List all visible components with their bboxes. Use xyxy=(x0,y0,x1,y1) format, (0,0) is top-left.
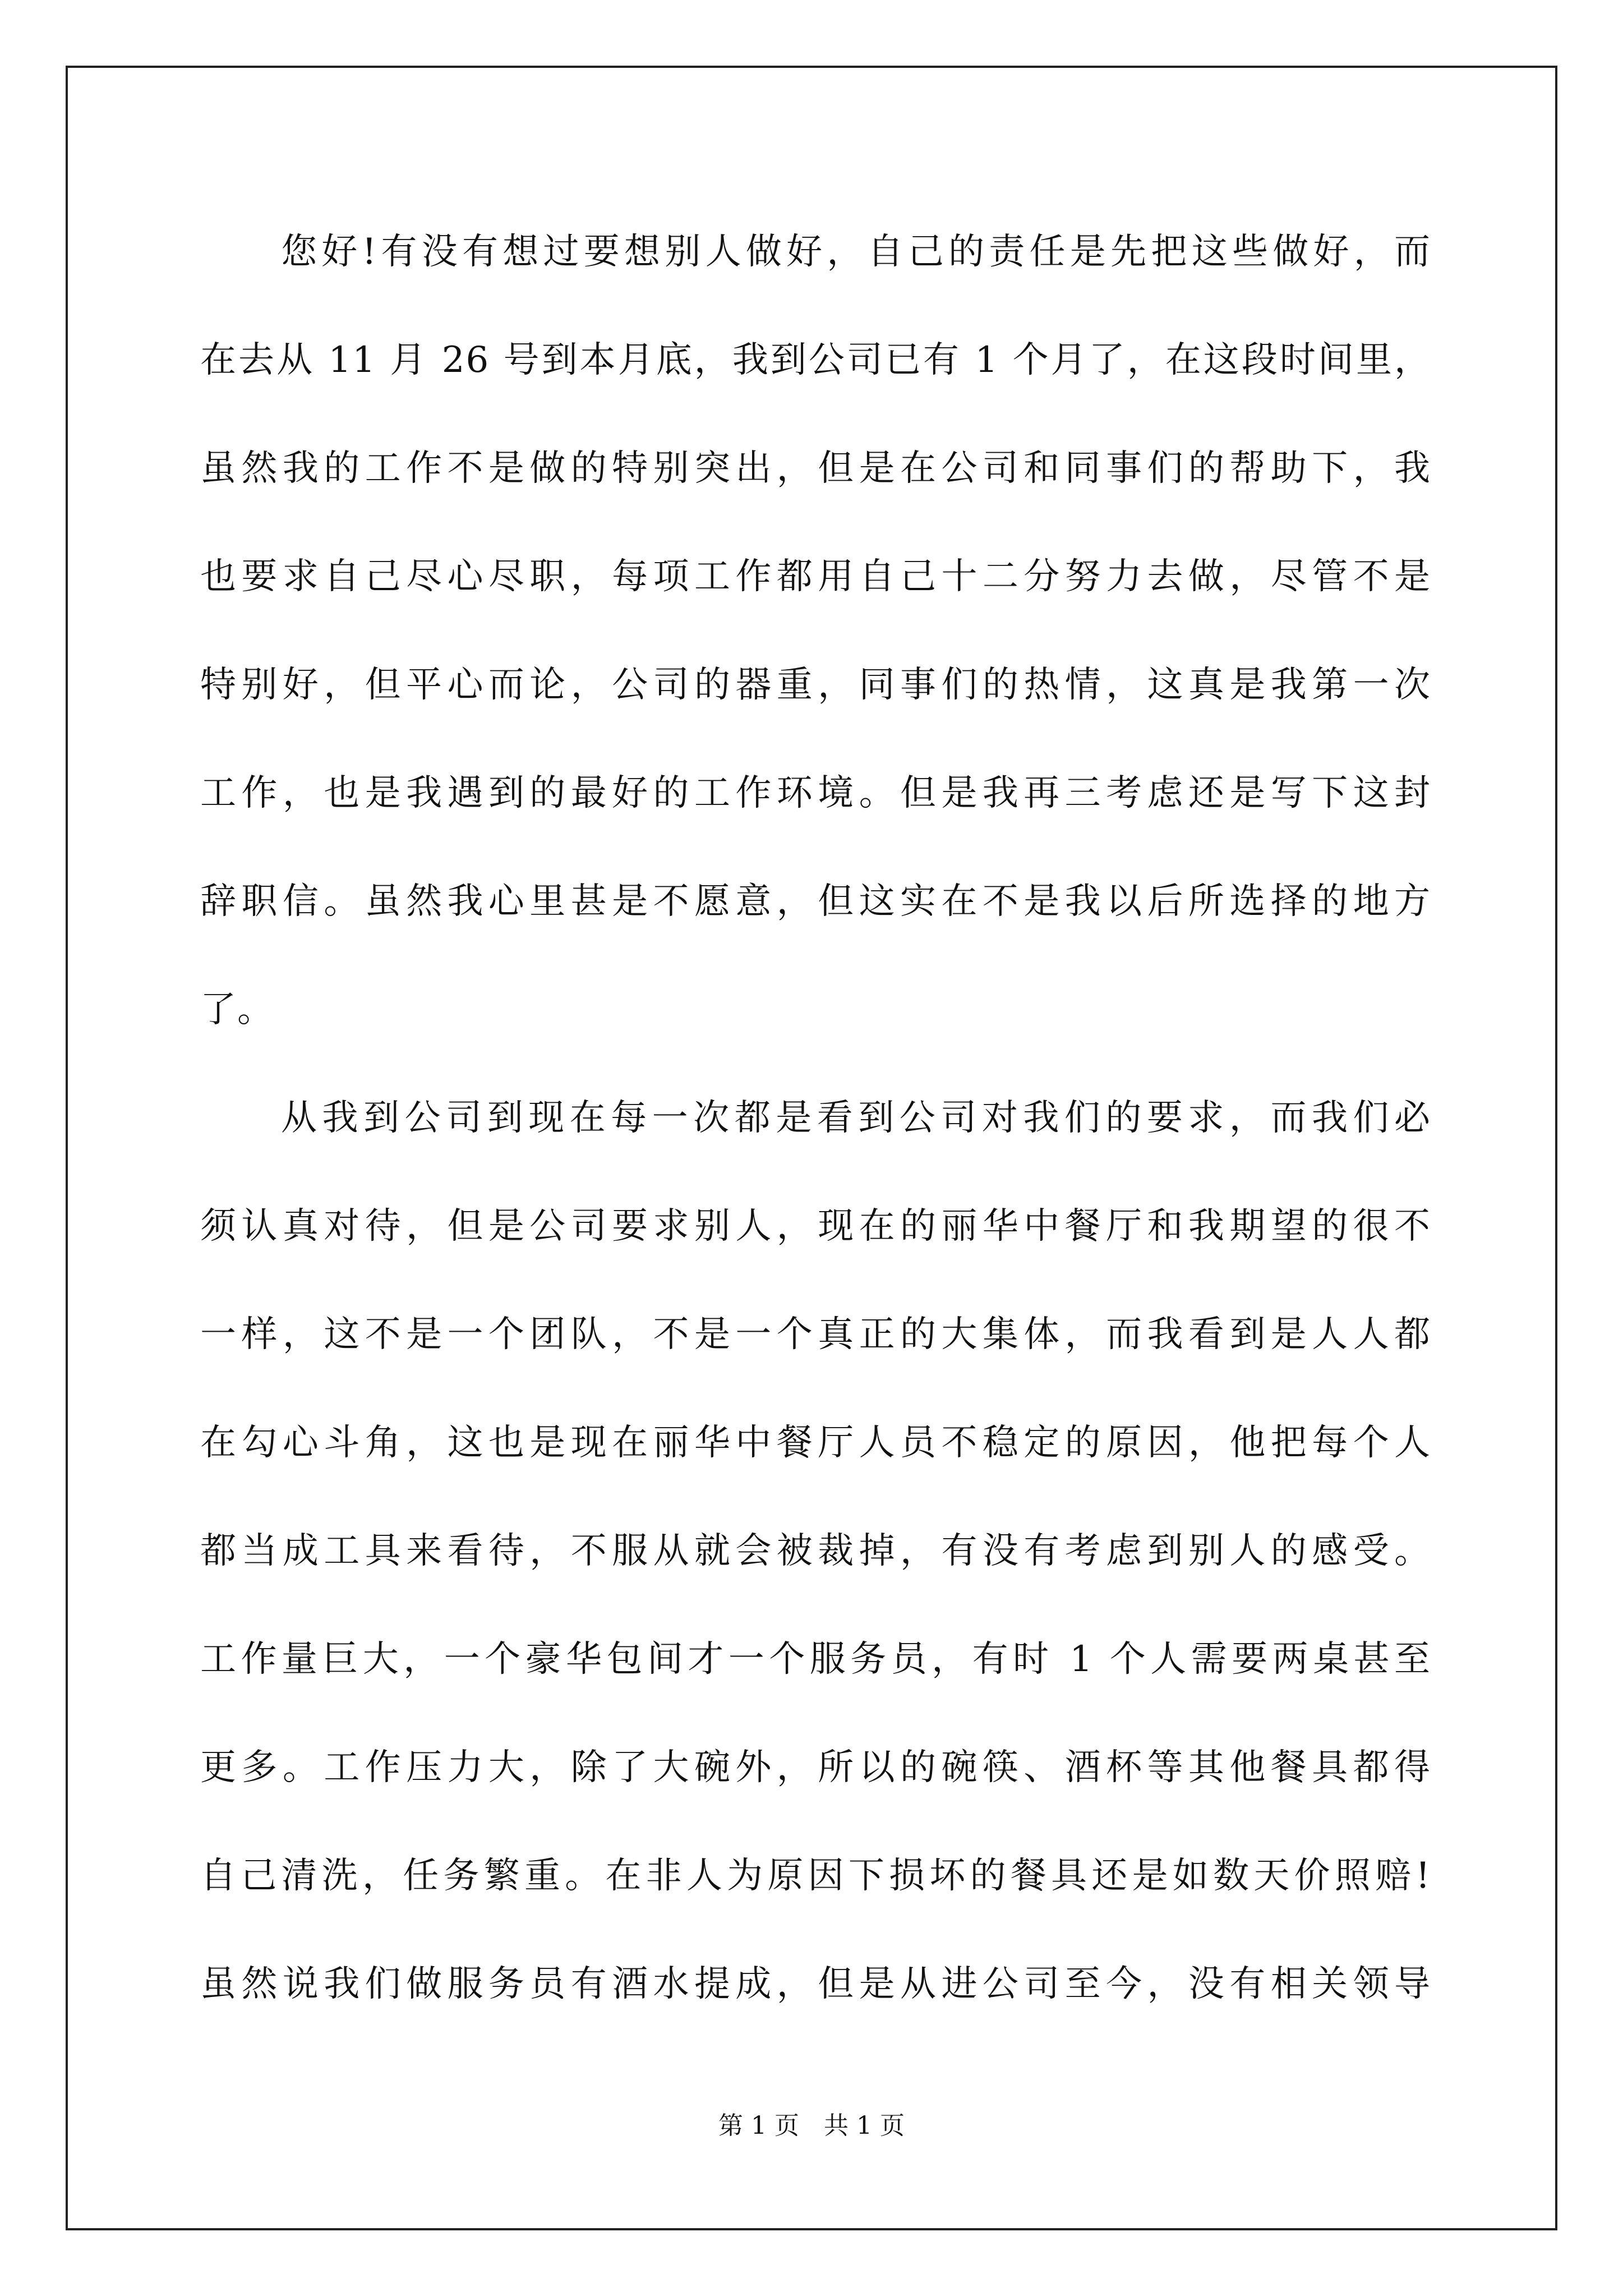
paragraph-2-line-7: 更多。工作压力大，除了大碗外，所以的碗筷、酒杯等其他餐具都得 xyxy=(200,1747,1431,1788)
page-footer xyxy=(0,2109,1623,2143)
paragraph-1-line-4: 也要求自己尽心尽职，每项工作都用自己十二分努力去做，尽管不是 xyxy=(200,556,1431,597)
paragraph-1-line-8: 了。 xyxy=(200,989,274,1030)
paragraph-1-line-3: 虽然我的工作不是做的特别突出，但是在公司和同事们的帮助下，我 xyxy=(200,448,1431,489)
paragraph-2-line-6: 工作量巨大，一个豪华包间才一个服务员，有时 1 个人需要两桌甚至 xyxy=(200,1639,1431,1680)
paragraph-2-line-5: 都当成工具来看待，不服从就会被裁掉，有没有考虑到别人的感受。 xyxy=(200,1530,1431,1572)
paragraph-1-line-6: 工作，也是我遇到的最好的工作环境。但是我再三考虑还是写下这封 xyxy=(200,772,1431,814)
paragraph-1-line-2: 在去从 11 月 26 号到本月底，我到公司已有 1 个月了，在这段时间里， xyxy=(200,339,1431,381)
paragraph-2-line-2: 须认真对待，但是公司要求别人，现在的丽华中餐厅和我期望的很不 xyxy=(200,1205,1431,1247)
paragraph-2-line-3: 一样，这不是一个团队，不是一个真正的大集体，而我看到是人人都 xyxy=(200,1314,1431,1355)
page-total: 共 1 页 xyxy=(824,2111,905,2140)
paragraph-2-line-9: 虽然说我们做服务员有酒水提成，但是从进公司至今，没有相关领导 xyxy=(200,1963,1431,2005)
paragraph-2-line-4: 在勾心斗角，这也是现在丽华中餐厅人员不稳定的原因，他把每个人 xyxy=(200,1422,1431,1464)
letter-body xyxy=(200,214,1431,2055)
paragraph-1-line-5: 特别好，但平心而论，公司的器重，同事们的热情，这真是我第一次 xyxy=(200,664,1431,706)
paragraph-2-line-8: 自己清洗，任务繁重。在非人为原因下损坏的餐具还是如数天价照赔! xyxy=(200,1855,1431,1897)
paragraph-2-line-1: 从我到公司到现在每一次都是看到公司对我们的要求，而我们必 xyxy=(281,1097,1431,1139)
paragraph-1-line-1: 您好!有没有想过要想别人做好，自己的责任是先把这些做好，而 xyxy=(281,231,1431,273)
page-number: 第 1 页 xyxy=(718,2111,799,2140)
paragraph-1-line-7: 辞职信。虽然我心里甚是不愿意，但这实在不是我以后所选择的地方 xyxy=(200,881,1431,922)
